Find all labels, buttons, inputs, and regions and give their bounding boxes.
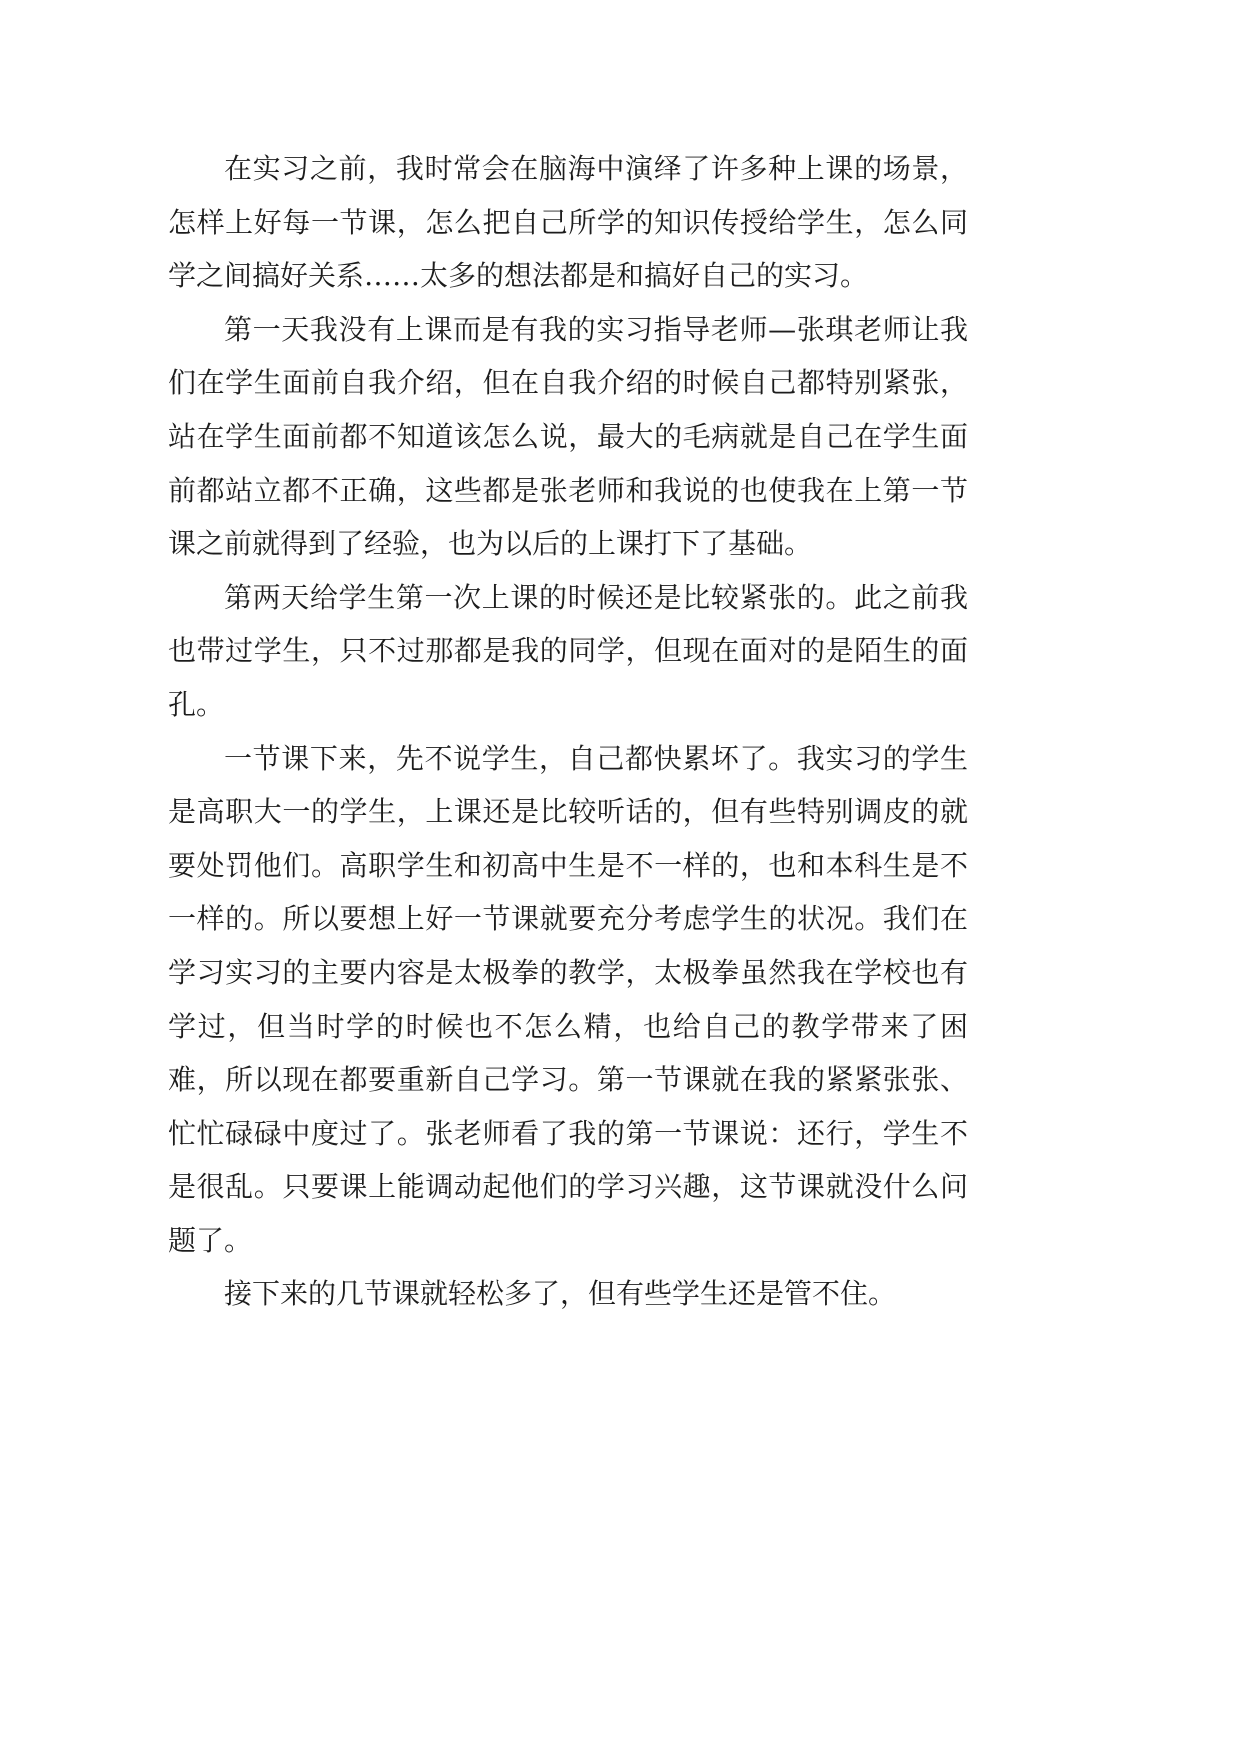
paragraph-3: 第两天给学生第一次上课的时候还是比较紧张的。此之前我也带过学生，只不过那都是我的同学，但现在面对的是陌生的面孔。	[168, 580, 968, 721]
document-body	[168, 142, 968, 1321]
paragraph-2: 第一天我没有上课而是有我的实习指导老师—张琪老师让我们在学生面前自我介绍，但在自我介绍的时候自己都特别紧张，站在学生面前都不知道该怎么说，最大的毛病就是自己在学生面前都站立都不正确，这些都是张老师和我说的也使我在上第一节课之前就得到了经验，也为以后的上课打下了基础。	[168, 312, 968, 561]
paragraph-5: 接下来的几节课就轻松多了，但有些学生还是管不住。	[224, 1277, 897, 1311]
paragraph-1: 在实习之前，我时常会在脑海中演绎了许多种上课的场景，怎样上好每一节课，怎么把自己所学的知识传授给学生，怎么同学之间搞好关系……太多的想法都是和搞好自己的实习。	[168, 152, 968, 293]
paragraph-4: 一节课下来，先不说学生，自己都快累坏了。我实习的学生是高职大一的学生，上课还是比较听话的，但有些特别调皮的就要处罚他们。高职学生和初高中生是不一样的，也和本科生是不一样的。所以要想上好一节课就要充分考虑学生的状况。我们在学习实习的主要内容是太极拳的教学，太极拳虽然我在学校也有学过，但当时学的时候也不怎么精，也给自己的教学带来了困难，所以现在都要重新自己学习。第一节课就在我的紧紧张张、忙忙碌碌中度过了。张老师看了我的第一节课说：还行，学生不是很乱。只要课上能调动起他们的学习兴趣，这节课就没什么问题了。	[168, 741, 968, 1257]
